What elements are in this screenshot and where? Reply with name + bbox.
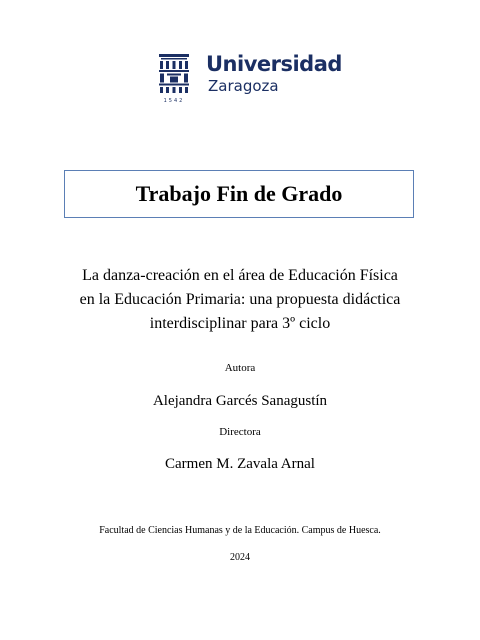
author-name: Alejandra Garcés Sanagustín: [152, 393, 328, 409]
university-building-icon: [158, 54, 190, 94]
logo-city-name: Zaragoza: [208, 77, 279, 95]
thesis-title-line-2: en la Educación Primaria: una propuesta didáctica: [79, 291, 401, 308]
thesis-title-line-1: La danza-creación en el área de Educación Física: [82, 267, 398, 284]
thesis-title-line-3: interdisciplinar para 3º ciclo: [149, 315, 331, 332]
thesis-title: [40, 264, 440, 336]
document-type-title: Trabajo Fin de Grado: [135, 181, 343, 206]
logo-year: 1542: [163, 98, 185, 104]
document-type-box: [64, 170, 414, 218]
director-label: Directora: [219, 426, 261, 438]
logo-university-name: Universidad: [206, 52, 342, 76]
director-name: Carmen M. Zavala Arnal: [165, 456, 315, 472]
faculty-text: Facultad de Ciencias Humanas y de la Educación. Campus de Huesca.: [99, 525, 381, 536]
university-logo: [158, 50, 342, 108]
author-label: Autora: [224, 362, 256, 374]
publication-year: 2024: [230, 552, 250, 563]
